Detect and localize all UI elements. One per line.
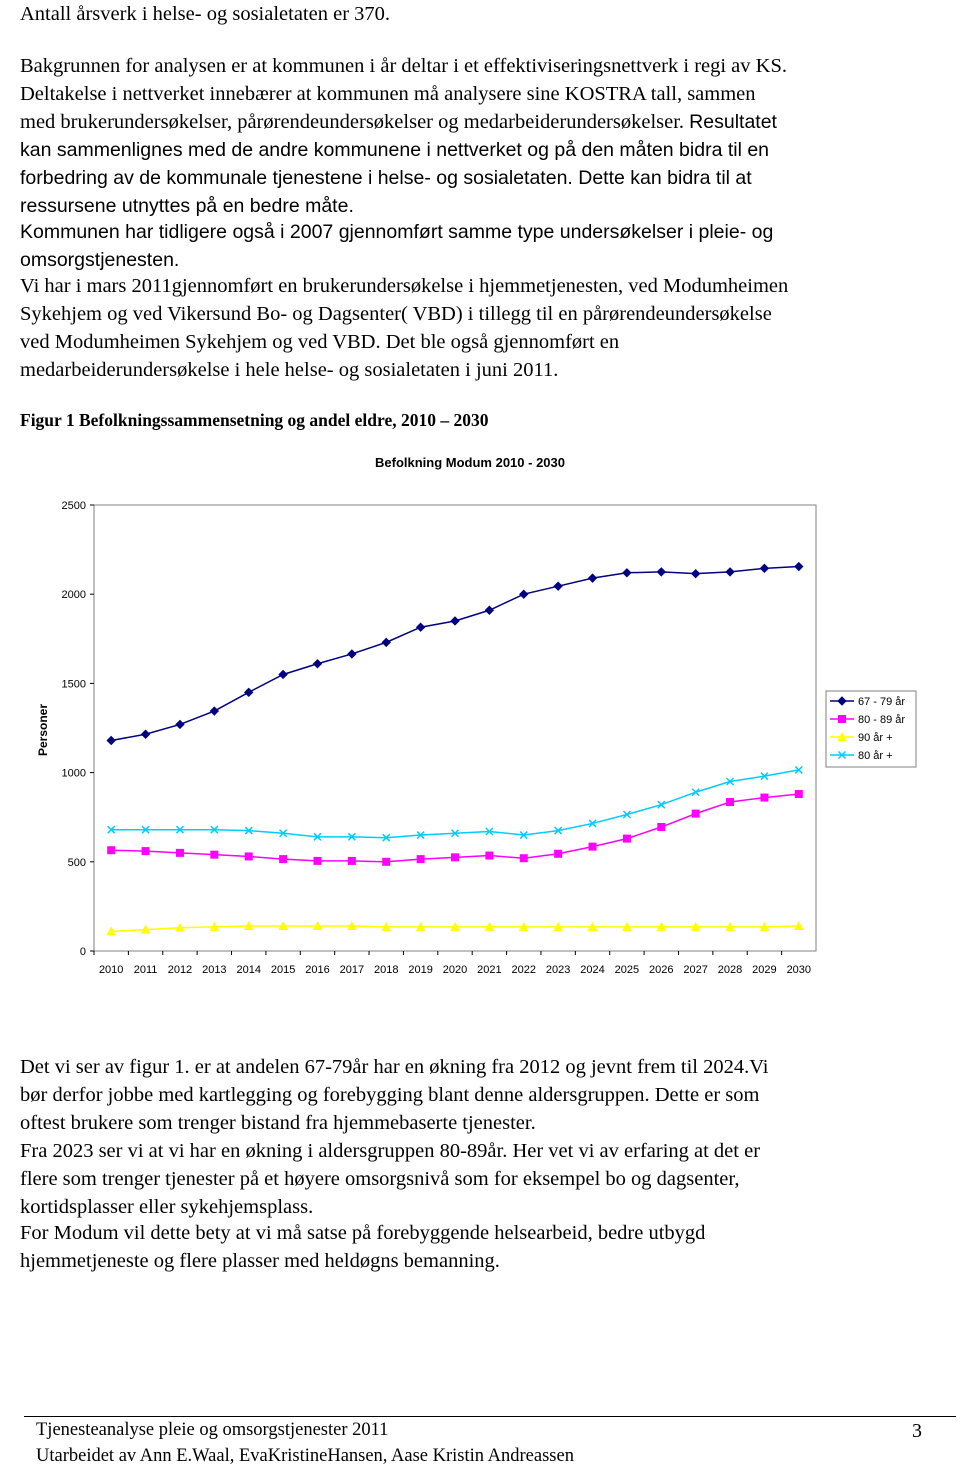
footer-rule xyxy=(24,1416,956,1417)
data-point xyxy=(280,856,287,863)
data-point xyxy=(692,810,699,817)
data-point xyxy=(486,852,493,859)
y-tick-label: 1500 xyxy=(61,678,86,691)
data-point xyxy=(142,848,149,855)
paragraph-line: forbedring av de kommunale tjenestene i helse- og sosialetaten. Dette kan bidra til at xyxy=(20,167,752,189)
paragraph-line: For Modum vil dette bety at vi må satse på forebyggende helsearbeid, bedre utbygd xyxy=(20,1222,706,1244)
data-point xyxy=(795,791,802,798)
paragraph-line: Sykehjem og ved Vikersund Bo- og Dagsenter( VBD) i tillegg til en pårørendeundersøkelse xyxy=(20,303,772,325)
data-point xyxy=(348,857,355,864)
data-point xyxy=(383,858,390,865)
x-tick-label: 2013 xyxy=(202,964,227,976)
x-tick-label: 2022 xyxy=(511,964,537,976)
x-tick-label: 2030 xyxy=(786,964,812,976)
y-tick-label: 500 xyxy=(67,856,86,869)
x-tick-label: 2014 xyxy=(236,964,261,976)
x-tick-label: 2026 xyxy=(649,964,674,976)
paragraph-line: Antall årsverk i helse- og sosialetaten er 370. xyxy=(20,3,391,25)
data-point xyxy=(211,851,218,858)
x-tick-label: 2017 xyxy=(339,964,365,976)
x-tick-label: 2024 xyxy=(580,964,605,976)
footer-authors: Utarbeidet av Ann E.Waal, EvaKristineHansen, Aase Kristin Andreassen xyxy=(36,1446,574,1466)
data-point xyxy=(417,856,424,863)
y-tick-label: 1000 xyxy=(61,767,86,780)
paragraph-line: hjemmetjeneste og flere plasser med heldøgns bemanning. xyxy=(20,1250,500,1272)
paragraph-line xyxy=(20,108,777,136)
footer-title: Tjenesteanalyse pleie og omsorgstjenester 2011 xyxy=(36,1420,389,1440)
data-point xyxy=(108,847,115,854)
figure-caption: Figur 1 Befolkningssammensetning og andel eldre, 2010 – 2030 xyxy=(20,410,489,430)
paragraph-line: Vi har i mars 2011gjennomført en brukerundersøkelse i hjemmetjenesten, ved Modumheimen xyxy=(20,275,789,297)
data-point xyxy=(727,799,734,806)
chart-title: Befolkning Modum 2010 - 2030 xyxy=(375,455,565,470)
paragraph-line: bør derfor jobbe med kartlegging og forebygging blant denne aldersgruppen. Dette er som xyxy=(20,1084,760,1106)
data-point xyxy=(314,857,321,864)
x-tick-label: 2029 xyxy=(752,964,777,976)
x-tick-label: 2019 xyxy=(408,964,433,976)
population-line-chart xyxy=(0,440,960,1000)
y-axis-label: Personer xyxy=(36,703,50,757)
paragraph-line: Deltakelse i nettverket innebærer at kommunen må analysere sine KOSTRA tall, sammen xyxy=(20,83,756,105)
x-tick-label: 2021 xyxy=(477,964,502,976)
x-tick-label: 2015 xyxy=(270,964,296,976)
x-tick-label: 2023 xyxy=(545,964,571,976)
x-tick-label: 2016 xyxy=(305,964,330,976)
x-tick-label: 2010 xyxy=(98,964,124,976)
y-tick-label: 2500 xyxy=(61,500,86,512)
paragraph-line: omsorgstjenesten. xyxy=(20,249,180,271)
data-point xyxy=(520,855,527,862)
legend-label: 80 år + xyxy=(858,750,893,762)
plot-area xyxy=(94,505,816,951)
paragraph-line: Kommunen har tidligere også i 2007 gjennomført samme type undersøkelser i pleie- og xyxy=(20,221,774,243)
x-tick-label: 2027 xyxy=(683,964,708,976)
paragraph-line: kan sammenlignes med de andre kommunene i nettverket og på den måten bidra til en xyxy=(20,139,770,161)
data-point xyxy=(589,843,596,850)
data-point xyxy=(658,824,665,831)
paragraph-line: medarbeiderundersøkelse i hele helse- og sosialetaten i juni 2011. xyxy=(20,359,559,381)
paragraph-line: Fra 2023 ser vi at vi har en økning i aldersgruppen 80-89år. Her vet vi av erfaring at det er xyxy=(20,1140,761,1162)
paragraph-line: ved Modumheimen Sykehjem og ved VBD. Det ble også gjennomført en xyxy=(20,331,620,353)
paragraph-line: Bakgrunnen for analysen er at kommunen i år deltar i et effektiviseringsnettverk i regi av KS. xyxy=(20,55,787,77)
x-tick-label: 2028 xyxy=(717,964,743,976)
x-tick-label: 2018 xyxy=(373,964,399,976)
y-tick-label: 2000 xyxy=(61,589,86,602)
legend-marker xyxy=(839,716,846,723)
data-point xyxy=(245,853,252,860)
legend-label: 67 - 79 år xyxy=(858,696,906,708)
page-number: 3 xyxy=(912,1420,922,1442)
paragraph-line: flere som trenger tjenester på et høyere omsorgsnivå som for eksempel bo og dagsenter, xyxy=(20,1168,740,1190)
data-point xyxy=(623,835,630,842)
y-tick-label: 0 xyxy=(79,946,86,958)
data-point xyxy=(761,794,768,801)
line-sans-part: Resultatet xyxy=(689,111,777,133)
data-point xyxy=(176,849,183,856)
data-point xyxy=(555,850,562,857)
x-tick-label: 2020 xyxy=(442,964,468,976)
paragraph-line: ressursene utnyttes på en bedre måte. xyxy=(20,195,354,217)
paragraph-line: oftest brukere som trenger bistand fra hjemmebaserte tjenester. xyxy=(20,1112,536,1134)
legend-label: 80 - 89 år xyxy=(858,714,906,726)
x-tick-label: 2025 xyxy=(614,964,640,976)
legend-label: 90 år + xyxy=(858,732,893,744)
x-axis-ticks xyxy=(94,951,811,976)
chart-legend xyxy=(826,691,916,767)
x-tick-label: 2012 xyxy=(167,964,193,976)
paragraph-line: kortidsplasser eller sykehjemsplass. xyxy=(20,1196,314,1218)
paragraph-line: Det vi ser av figur 1. er at andelen 67-79år har en økning fra 2012 og jevnt frem til 2024.Vi xyxy=(20,1056,769,1078)
x-tick-label: 2011 xyxy=(133,964,158,976)
line-serif-part: med brukerundersøkelser, pårørendeundersøkelser og medarbeiderundersøkelser. xyxy=(20,111,690,133)
data-point xyxy=(452,854,459,861)
y-axis-ticks xyxy=(62,500,94,958)
